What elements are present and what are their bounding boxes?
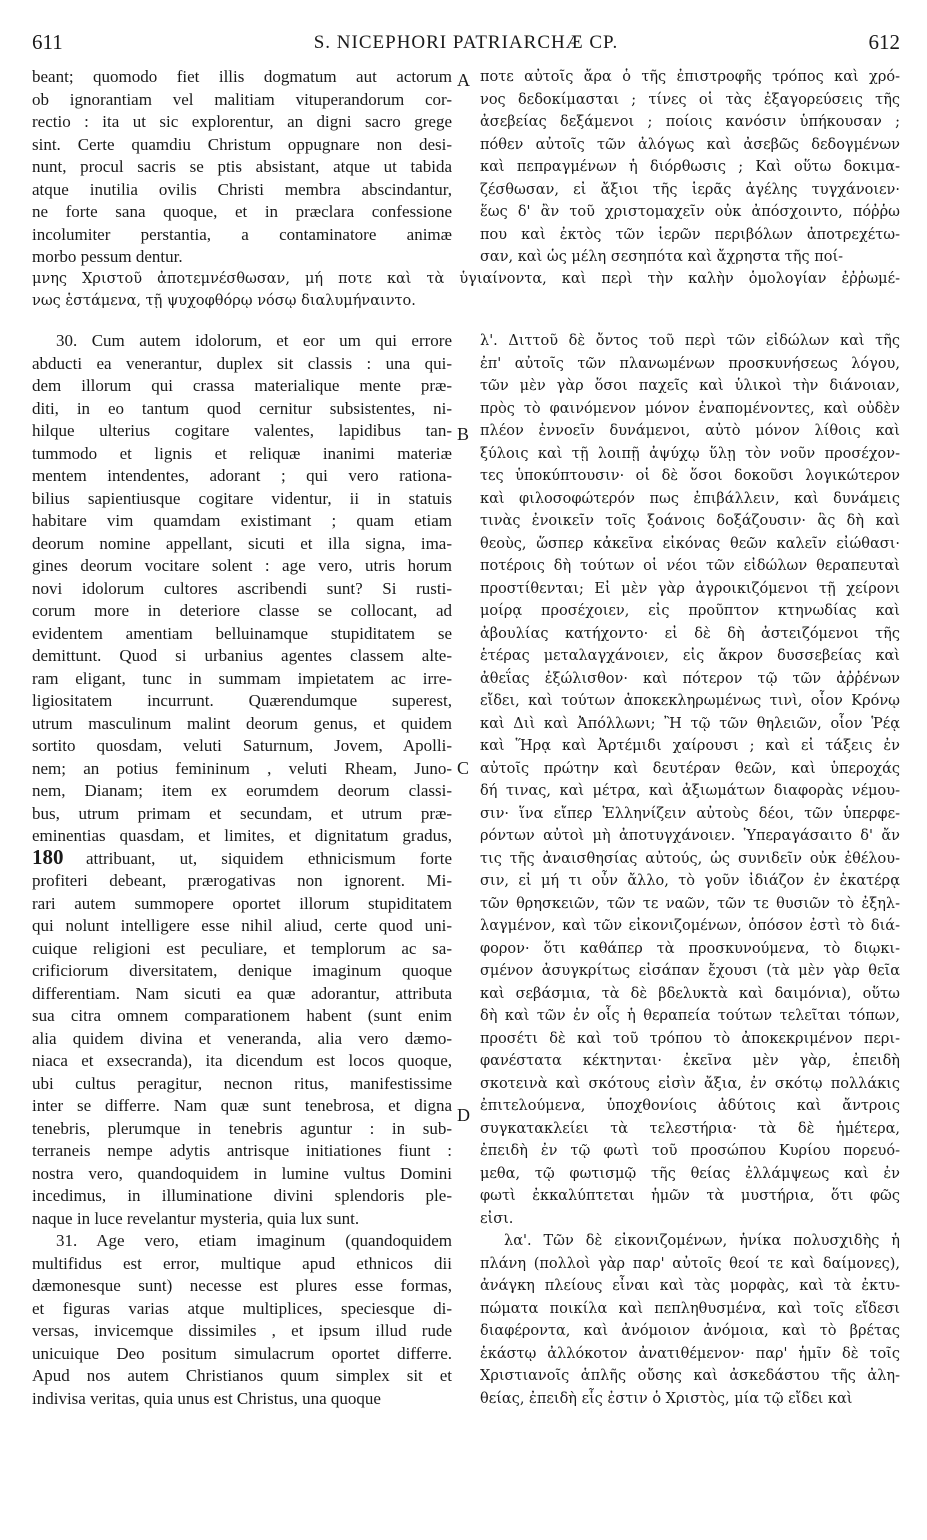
latin-top-line: ne forte sana quoque, et in præclara confessione — [32, 202, 452, 221]
greek-main-line: τῶν μὲν γὰρ ὅσοι παχεῖς καὶ ὑλικοὶ τὴν διάνοιαν, — [480, 378, 900, 394]
latin-main-line: bus, utrum primam et secundam, et utrum præ- — [32, 803, 452, 823]
latin-main-line: diti, in eo tantum quod cernitur subsistentes, ni- — [32, 398, 452, 418]
greek-main-line: δὴ καὶ τῶν ἐν οἷς ἡ θεραπεία τούτων τελεῖται τόπων, — [480, 1008, 900, 1024]
latin-main-line: 30. Cum autem idolorum, et eor um qui errore — [56, 331, 452, 350]
greek-main-line: Χριστιανοῖς ἁπλῆς οὔσης καὶ ἀσκεδάστου τῆς ἀλη- — [480, 1368, 900, 1384]
latin-main-line: utrum masculinum malint deorum genus, et quidem — [32, 713, 452, 733]
greek-main-line: τινὰς ἐνοικεῖν τοῖς ξοάνοις δοξάζουσιν· ἃς δὴ καὶ — [480, 513, 900, 529]
latin-main-line: bilius sapientiusque cogitare videntur, ii in statuis — [32, 488, 452, 508]
greek-main-line: καὶ Διὶ καὶ Ἀπόλλωνι; Ἢ τῷ τῶν θηλειῶν, οἷον Ῥέᾳ — [480, 715, 900, 732]
greek-main-line: ἑτέρας μεταλαγχάνοιεν, εἰς ἄκρον δυσσεβείας καὶ — [480, 648, 900, 664]
latin-top-line: atque inutilia ovilis Christi membra abscindantur, — [32, 179, 452, 199]
margin-marker-c: C — [457, 758, 470, 778]
greek-main-line: εἰσι. — [480, 1210, 514, 1227]
greek-main-line: λα'. Τῶν δὲ εἰκονιζομένων, ἡνίκα πολυσχιδὴς ἡ — [504, 1233, 900, 1249]
greek-main-line: ἑκάστῳ ἀλλόκοτον ἀνατιθέμενον· παρ' ἡμῖν δὲ τοῖς — [480, 1345, 900, 1362]
greek-main-line: ποτέροις δὴ τούτων οἱ νέοι τῶν εἰδώλων θεραπευταὶ — [480, 558, 900, 574]
latin-main-line: ubi cultus peragitur, necnon ritus, manifestissime — [32, 1073, 452, 1093]
greek-main-line: τῶν θρησκειῶν, τῶν τε ναῶν, τῶν τε θυσιῶν τὸ ἐξηλ- — [480, 895, 900, 912]
greek-main-line: εἴδει, καὶ τούτων ἀποκεκληρωμένως τινὶ, οἷον Κρόνῳ — [480, 693, 900, 709]
spanning-line-2: νως ἑστάμενα, τῇ ψυχοφθόρῳ νόσῳ διαλυμήναιντο. — [32, 293, 416, 309]
greek-main-line: πώματα ποικίλα καὶ πεπληθυσμένα, καὶ τοῖς εἴδεσι — [480, 1300, 900, 1317]
latin-main-line: multifidus est error, multique apud ethnicos dii — [32, 1253, 452, 1273]
latin-top-line: beant; quomodo fiet illis dogmatum aut actorum — [32, 67, 452, 86]
greek-main-line: θεοὺς, ὥσπερ κἀκεῖνα εἰκόνας θεῶν καλεῖν εἰώθασι· — [480, 535, 900, 552]
greek-main-line: αὐτοῖς πρώτην καὶ δευτέραν θεῶν, καὶ ὑπεροχάς — [480, 760, 900, 777]
latin-main-line: niaca et exsecranda), ita dicendum est locos quoque, — [32, 1051, 452, 1070]
latin-main-line: nostra vero, quandoquidem in lumine vultus Domini — [32, 1163, 452, 1183]
spanning-line-1: μνης Χριστοῦ ἀποτεμνέσθωσαν, μή ποτε καὶ τὰ ὑγιαίνοντα, καὶ περὶ τὴν καλὴν ὁμολογίαν ἐῤῥωμέ- — [32, 271, 900, 287]
latin-main-line: Apud nos autem Christianos quum simplex sit et — [32, 1366, 452, 1385]
latin-main-line: habitare vim quamdam existimant ; quam etiam — [32, 511, 452, 530]
latin-top-line: nunt, procul sacris se ptis absistant, atque ut tabida — [32, 157, 452, 176]
greek-main-line: ρόντων αὐτοὶ μὴ ἀποτυγχάνοιεν. Ὑπεραγάσαιτο δ' ἄν — [480, 828, 900, 844]
greek-main-line: μεθα, τῷ φωτισμῷ τῆς θείας ἐλλάμψεως καὶ ἐν — [480, 1165, 900, 1182]
latin-main-line: et figuras varias atque multiplices, speciesque di- — [32, 1298, 452, 1318]
latin-main-line: 31. Age vero, etiam imaginum (quandoquidem — [56, 1231, 452, 1250]
greek-main-line: σμένον ἀσυγκρίτως εἰσάπαν ἔχουσι (τὰ μὲν γὰρ θεῖα — [480, 963, 900, 979]
latin-main-line: deorum nomine appellant, sicuti et illa signa, ima- — [32, 533, 452, 553]
latin-main-line: tenebris, plerumque in tenebris aguntur : in sub- — [32, 1118, 452, 1138]
greek-main-line: μοίρᾳ προσέχοιεν, εἰς προῦπτον κτηνωδίας καὶ — [480, 603, 900, 619]
greek-main-line: ἀβουλίας κατήχοντο· εἰ δὲ δὴ ἀστειζόμενοι τῆς — [480, 625, 900, 642]
latin-top-line: morbo pessum dentur. — [32, 247, 183, 266]
running-title: S. NICEPHORI PATRIARCHÆ CP. — [313, 32, 619, 53]
greek-top-line: σαν, καὶ ὡς μέλη σεσηπότα καὶ ἄχρηστα τῆς ποί- — [480, 249, 844, 265]
latin-main-line: dem illorum qui crassa materialique mente præ- — [32, 376, 452, 395]
latin-main-line: evidentem amentiam belluinamque stupiditatem se — [32, 623, 452, 643]
greek-main-line: τες ὑποκύπτουσιν· οἱ δὲ ὅσοι δοκοῦσι λογικώτερον — [480, 468, 900, 484]
margin-number-180: 180 — [32, 845, 64, 869]
latin-main-line: incedimus, in illuminatione divini splendoris ple- — [32, 1186, 452, 1205]
latin-main-line: inter se differre. Nam quæ sunt tenebrosa, et digna — [32, 1096, 452, 1115]
latin-main-line: eminentias quasdam, et limites, et dignitatum gradus, — [32, 826, 452, 845]
greek-top-line: καὶ πεπραγμένων ἡ διόρθωσις ; Καὶ οὕτω δοκιμα- — [480, 159, 900, 175]
left-page-number: 611 — [32, 30, 63, 54]
latin-main-line: attribuant, ut, siquidem ethnicismum forte — [86, 848, 452, 868]
right-page-number: 612 — [868, 30, 900, 54]
greek-main-line: καὶ Ἥρᾳ καὶ Ἀρτέμιδι χαίρουσι ; καὶ εἰ τάξεις ἐν — [480, 738, 900, 754]
latin-main-line: hilque ulterius cogitare valentes, lapidibus tan- — [32, 421, 452, 440]
greek-main-line: καὶ σεβάσμια, τὰ δὲ βδελυκτὰ καὶ δαιμόνια), οὕτω — [480, 985, 900, 1002]
greek-main-line: φωτὶ ἐκκαλύπτεται ἡμῶν τὰ μυστήρια, ὅτι φῶς — [480, 1188, 900, 1204]
latin-main-line: tummodo et lignis et reliquæ inanimi materiæ — [32, 443, 452, 463]
latin-main-line: nem; an potius femininum , veluti Rheam, Juno- — [32, 758, 452, 778]
latin-top-line: sint. Certe quamdiu Christum oppugnare non desi- — [32, 134, 452, 154]
greek-main-line: φορον· ὅτι καθάπερ τὰ προσκυνούμενα, τὸ διῳκι- — [480, 940, 900, 957]
greek-main-line: λ'. Διττοῦ δὲ ὄντος τοῦ περὶ τῶν εἰδώλων καὶ τῆς — [480, 333, 900, 349]
latin-top-line: rectio : ita ut sic explorentur, an digni sacro grege — [32, 112, 452, 131]
latin-main-line: differentiam. Nam sicuti ea quæ adorantur, attributa — [32, 983, 452, 1003]
greek-top-line: ἕως δ' ἂν τοῦ χριστομαχεῖν οὐκ ἀπόσχοιντο, πόῤῥω — [480, 204, 900, 220]
latin-main-line: unicuique Deo positum simulacrum oportet differre. — [32, 1343, 452, 1363]
latin-main-line: demittunt. Quod si urbanius agentes classem alte- — [32, 646, 452, 665]
latin-main-line: naque in luce revelantur mysteria, quia lux sunt. — [32, 1208, 360, 1228]
greek-main-line: ἀνάγκη πλείους εἶναι καὶ τὰς μορφὰς, καὶ τὰ ἐκτυ- — [480, 1278, 900, 1294]
greek-main-line: πρὸς τὸ φαινόμενον μόνον ἐναπομένοντες, καὶ οὐδὲν — [480, 400, 900, 417]
latin-column-top — [32, 66, 452, 269]
greek-main-line: σιν, εἰ μή τι οὖν ἄλλο, τὸ γοῦν ἰδιάζον ἐν ἑκατέρᾳ — [480, 873, 900, 889]
latin-main-line: ram eligant, tunc in summam impietatem ac irre- — [32, 668, 452, 688]
greek-main-line: πλάνη (πολλοὶ γὰρ παρ' αὐτοῖς θεοί τε καὶ δαίμονες), — [480, 1255, 900, 1272]
greek-main-line: δή τινας, καὶ μέτρα, καὶ ἀξιωμάτων διαφορὰς νέμου- — [480, 783, 900, 799]
latin-top-line: incolumiter perstantia, a contaminatore animæ — [32, 224, 452, 244]
greek-top-line: που καὶ ἐκτὸς τῶν ἱερῶν περιβόλων ἀποτρεχέτω- — [480, 226, 900, 243]
latin-main-line: dæmonesque sunt) necesse est plures esse formas, — [32, 1276, 452, 1295]
latin-main-line: sortito quosdam, veluti Saturnum, Jovem, Apolli- — [32, 736, 452, 755]
greek-main-line: ἐπ' αὐτοῖς τῶν πλανωμένων προσκυνήσεως λόγου, — [480, 355, 900, 372]
greek-main-line: φανέστατα κέκτηνται· ἐκεῖνα μὲν γὰρ, ἐπειδὴ — [480, 1053, 900, 1069]
greek-main-line: ἐπειδὴ ἐν τῷ φωτὶ τοῦ προσώπου Κυρίου πορευό- — [480, 1143, 900, 1159]
greek-column-main — [480, 330, 900, 1410]
latin-main-line: cuique religioni est peculiare, et templorum ac sa- — [32, 938, 452, 958]
latin-main-line: nem, Dianam; item ex eorumdem deorum classi- — [32, 781, 452, 800]
latin-main-line: crificiorum diversitatem, denique imaginum quoque — [32, 961, 452, 980]
greek-top-line: ποτε αὐτοῖς ἄρα ὁ τῆς ἐπιστροφῆς τρόπος καὶ χρό- — [480, 69, 900, 85]
latin-main-line: novi idolorum cultores ascribendi sunt? Si rusti- — [32, 578, 452, 598]
latin-main-line: ligiositatem incurrunt. Quærendumque superest, — [32, 691, 452, 710]
greek-main-line: συγκατακλείει τὰ τελεστήρια· τὰ δὲ ἡμέτερα, — [480, 1120, 900, 1137]
margin-marker-b: B — [457, 424, 470, 444]
greek-main-line: σιν· ἵνα εἴπερ Ἑλληνίζειν αὐτοὺς δέοι, τῶν ὑπερφε- — [480, 805, 900, 822]
greek-main-line: διαφέροντα, καὶ ἀνόμοιον ἀνόμοια, καὶ τὸ βρέτας — [480, 1323, 900, 1339]
latin-main-line: alia quidem divina et veneranda, alia vero dæmo- — [32, 1028, 452, 1048]
greek-main-line: πλέον ἐννοεῖν δυνάμενοι, αὐτὸ μόνον λίθοις καὶ — [480, 423, 900, 439]
greek-top-line: ζέσθωσαν, εἰ ἄξιοι τῆς ἱερᾶς ἀγέλης τυγχάνοιεν· — [480, 181, 900, 198]
latin-main-line: rari autem summopere oportet illorum stupiditatem — [32, 893, 452, 913]
latin-main-line: qui nolunt intelligere esse nihil aliud, certe quod uni- — [32, 916, 452, 935]
margin-marker-d: D — [457, 1105, 470, 1125]
greek-main-line: λαγμένον, καὶ τῶν εἰκονιζομένων, ὁπόσον ἐστὶ τὸ διά- — [480, 918, 900, 934]
latin-main-line: corum more in deteriore classe se collocant, ad — [32, 601, 452, 620]
greek-main-line: σκοτεινὰ καὶ σκότους εἰσὶν ἄξια, ἐν σκότῳ πολλάκις — [480, 1075, 900, 1092]
latin-main-line: mentem intendentes, adorant ; qui vero rationa- — [32, 466, 452, 485]
greek-column-top — [480, 66, 900, 269]
latin-main-line: abducti ea venerantur, duplex sit classis : una qui- — [32, 353, 452, 373]
greek-main-line: προσέτι δὲ καὶ τοῦ τρόπου τὸ ἀποκεκριμένον περι- — [480, 1030, 900, 1047]
latin-main-line: versas, invicemque dissimiles , et ipsum illud rude — [32, 1321, 452, 1340]
greek-main-line: ἀθεΐας ἐξώλισθον· καὶ πότερον τῷ τῶν ἀῤῥένων — [480, 670, 900, 687]
latin-main-line: gines deorum vocitare solent : age vero, utris horum — [32, 556, 452, 575]
greek-main-line: θείας, ἐπειδὴ εἷς ἐστιν ὁ Χριστὸς, μία τῷ εἴδει καὶ — [480, 1390, 853, 1407]
page-header — [32, 30, 900, 60]
greek-main-line: ἐπιτελούμενα, ὑποχθονίοις ἀδύτοις καὶ ἄντροις — [480, 1098, 900, 1114]
latin-main-line: sua citra omnem comparationem habent (sunt enim — [32, 1006, 452, 1025]
greek-main-line: προστίθενται; Εἰ μὲν γὰρ ἀγροικιζόμενοι τῇ χείρονι — [480, 580, 900, 597]
latin-column-main — [32, 330, 452, 1410]
greek-main-line: καὶ φιλοσοφώτερόν πως ἐπιβάλλειν, καὶ δυνάμεις — [480, 490, 900, 507]
margin-marker-a: A — [457, 70, 470, 90]
greek-top-line: ἀσεβείας δεξάμενοι ; ποίοις κανόσιν ὑπήκουσαν ; — [480, 114, 900, 130]
greek-top-line: νος δεδοκίμασται ; τίνες οἱ τὰς ἐξαγορεύσεις τῆς — [480, 91, 900, 108]
latin-main-line: indivisa veritas, quia unus est Christus, una quoque — [32, 1388, 381, 1408]
greek-top-line: πόθεν αὐτοῖς τῶν ἀλόγως καὶ ἀσεβῶς δεδογμένων — [480, 136, 900, 153]
latin-main-line: terraneis nempe adytis antrisque initiationes fiunt : — [32, 1141, 452, 1160]
latin-top-line: ob ignorantiam vel malitiam vituperandorum cor- — [32, 89, 452, 109]
greek-main-line: ξύλοις καὶ τῇ λοιπῇ ἀψύχῳ ὕλῃ τὸν νοῦν προσέχον- — [480, 445, 900, 462]
greek-main-line: τις τῆς ἀναισθησίας αὐτούς, ὡς συνιδεῖν οὐκ ἐθέλου- — [480, 850, 900, 867]
latin-main-line: profiteri debeant, prærogativas non ignorent. Mi- — [32, 871, 452, 890]
